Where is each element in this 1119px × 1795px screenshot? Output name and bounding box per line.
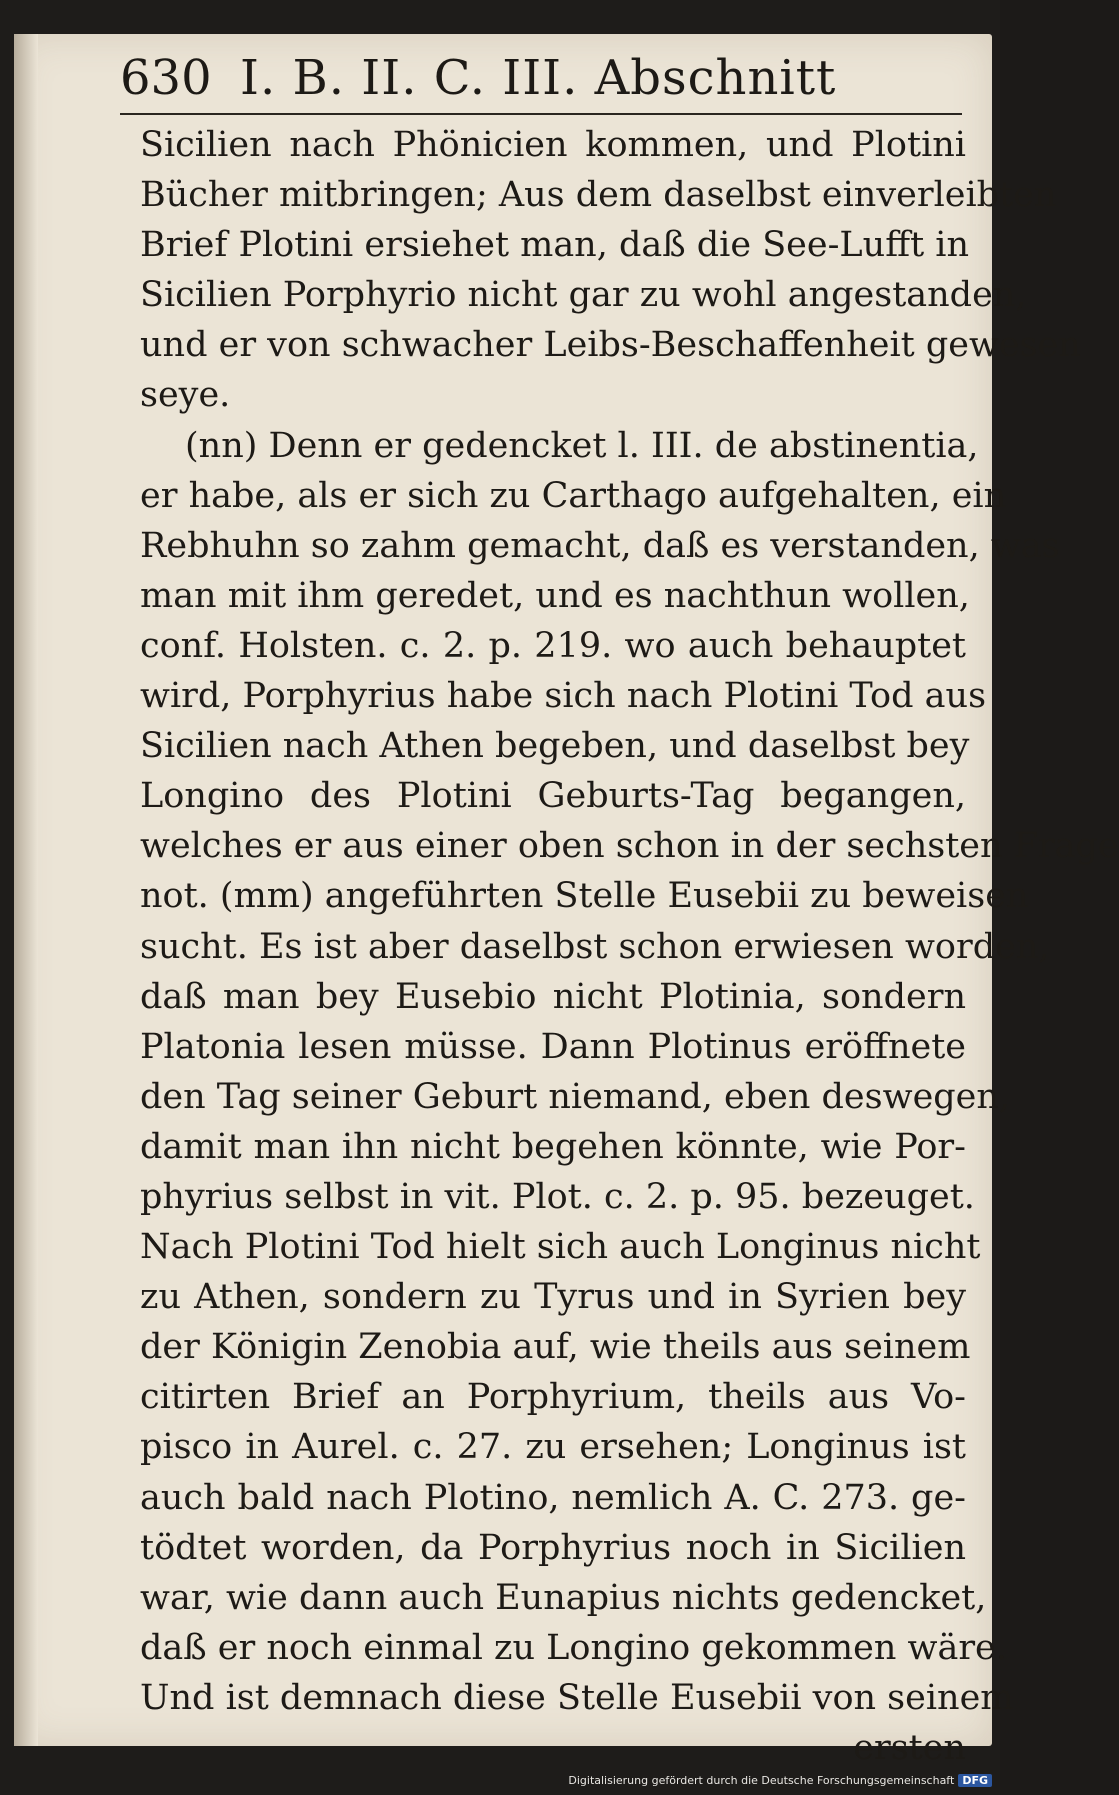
page-binding-edge (14, 34, 38, 1746)
text-line: sucht. Es ist aber daselbst schon erwiesen worden, (140, 926, 1050, 967)
running-header (120, 50, 955, 106)
text-line: tödtet worden, da Porphyrius noch in Sicilien (140, 1527, 966, 1568)
text-line: Rebhuhn so zahm gemacht, daß es verstanden, was (140, 525, 1060, 566)
text-line: phyrius selbst in vit. Plot. c. 2. p. 95. bezeuget. (140, 1176, 975, 1217)
text-line: zu Athen, sondern zu Tyrus und in Syrien bey (140, 1277, 966, 1318)
text-line: wird, Porphyrius habe sich nach Plotini Tod aus (140, 676, 987, 717)
text-line: der Königin Zenobia auf, wie theils aus seinem (140, 1327, 971, 1368)
header-rule (120, 113, 962, 115)
digitization-credit (568, 1774, 992, 1787)
text-line: seye. (140, 375, 231, 416)
text-line: Und ist demnach diese Stelle Eusebii von seinem (140, 1677, 1014, 1718)
section-heading: I. B. II. C. III. Abschnitt (240, 50, 837, 106)
text-line: war, wie dann auch Eunapius nichts gedencket, (140, 1577, 987, 1618)
text-line: Brief Plotini ersiehet man, daß die See-Lufft in (140, 225, 969, 266)
text-line: daß man bey Eusebio nicht Plotinia, sondern (140, 976, 966, 1017)
text-line: Nach Plotini Tod hielt sich auch Longinus nicht (140, 1227, 981, 1268)
credit-text: Digitalisierung gefördert durch die Deutsche Forschungsgemeinschaft (568, 1774, 955, 1787)
text-line: welches er aus einer oben schon in der sechsten Frage (140, 826, 1119, 867)
text-line: not. (mm) angeführten Stelle Eusebii zu beweisen (140, 876, 1029, 917)
catchword: ersten (853, 1728, 966, 1768)
text-line: conf. Holsten. c. 2. p. 219. wo auch behauptet (140, 625, 966, 666)
text-line: damit man ihn nicht begehen könnte, wie Por- (140, 1126, 966, 1167)
page-body-text (140, 120, 1119, 1773)
text-line: Bücher mitbringen; Aus dem daselbst einverleibten (140, 175, 1057, 216)
text-line: pisco in Aurel. c. 27. zu ersehen; Longinus ist (140, 1427, 966, 1468)
page-number: 630 (120, 50, 212, 106)
text-line: und er von schwacher Leibs-Beschaffenheit gewesen (140, 325, 1081, 366)
text-line: den Tag seiner Geburt niemand, eben deswegen, (140, 1076, 1011, 1117)
text-line: er habe, als er sich zu Carthago aufgehalten, ein (140, 475, 1007, 516)
dfg-logo: DFG (958, 1774, 992, 1787)
footnote-start-line: (nn) Denn er gedencket l. III. de abstinentia, (185, 425, 979, 466)
text-line: citirten Brief an Porphyrium, theils aus Vo- (140, 1377, 966, 1418)
text-line: Sicilien Porphyrio nicht gar zu wohl angestanden, (140, 275, 1027, 316)
text-line: daß er noch einmal zu Longino gekommen wäre. (140, 1627, 1007, 1668)
text-line: auch bald nach Plotino, nemlich A. C. 273. ge- (140, 1477, 966, 1518)
text-line: man mit ihm geredet, und es nachthun wollen, (140, 575, 970, 616)
text-line: Longino des Plotini Geburts-Tag begangen, (140, 776, 966, 817)
text-line: Sicilien nach Phönicien kommen, und Plotini (140, 125, 966, 165)
text-line: Sicilien nach Athen begeben, und daselbst bey (140, 726, 970, 767)
text-line: Platonia lesen müsse. Dann Plotinus eröffnete (140, 1026, 966, 1067)
